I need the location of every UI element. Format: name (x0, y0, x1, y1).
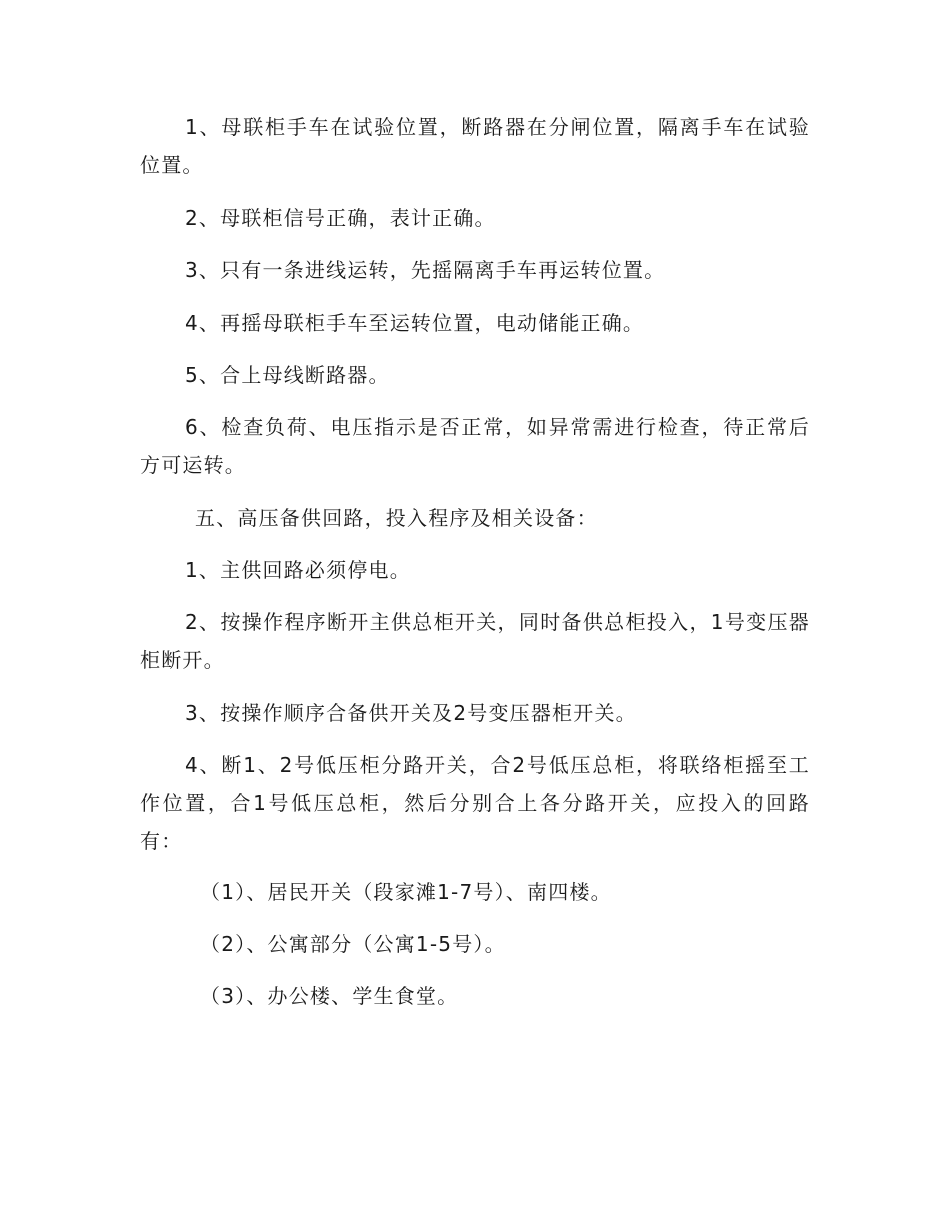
subitem-3: （3）、办公楼、学生食堂。 (200, 984, 459, 1008)
step-2: 2、按操作程序断开主供总柜开关，同时备供总柜投入，1号变压器柜断开。 (140, 610, 810, 672)
step-4: 4、断1、2号低压柜分路开关，合2号低压总柜，将联络柜摇至工作位置，合1号低压总柜，然后分别合上各分路开关，应投入的回路有： (140, 753, 810, 853)
paragraph-1: 1、母联柜手车在试验位置，断路器在分闸位置，隔离手车在试验位置。 (140, 115, 810, 177)
paragraph-4: 4、再摇母联柜手车至运转位置，电动储能正确。 (185, 311, 645, 335)
step-1: 1、主供回路必须停电。 (185, 558, 411, 582)
paragraph-3: 3、只有一条进线运转，先摇隔离手车再运转位置。 (185, 258, 666, 282)
paragraph-5: 5、合上母线断路器。 (185, 363, 390, 387)
subitem-1: （1）、居民开关（段家滩1-7号）、南四楼。 (200, 880, 612, 904)
step-3: 3、按操作顺序合备供开关及2号变压器柜开关。 (185, 701, 637, 725)
paragraph-2: 2、母联柜信号正确，表计正确。 (185, 206, 496, 230)
paragraph-6: 6、检查负荷、电压指示是否正常，如异常需进行检查，待正常后方可运转。 (140, 415, 810, 477)
section-heading: 五、高压备供回路，投入程序及相关设备： (195, 506, 598, 530)
subitem-2: （2）、公寓部分（公寓1-5号）。 (200, 932, 506, 956)
